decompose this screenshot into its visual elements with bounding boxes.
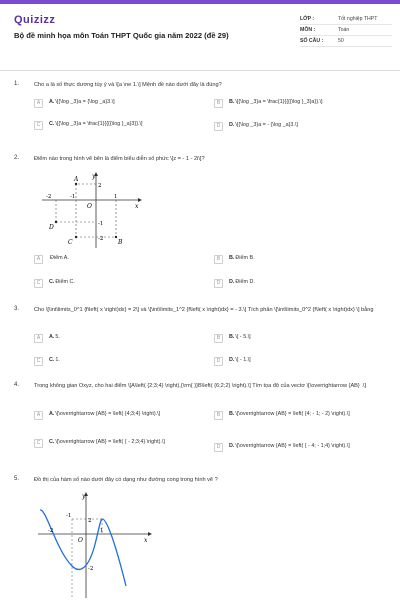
option-c[interactable] [34, 357, 214, 366]
meta-key: MÔN : [300, 27, 316, 33]
option-text: \[{\log _3}a = \frac{1}{{{{\log }_3}a}}.\] [235, 99, 323, 105]
option-letter-box: B [214, 411, 223, 420]
question-text: Điểm nào trong hình vẽ bên là điểm biểu diễn số phức \[z = - 1 - 2i\]? [34, 156, 205, 162]
option-b[interactable] [214, 334, 390, 343]
point-c [75, 236, 77, 238]
tick-x-1: 1 [114, 194, 118, 200]
option-letter-box: B [214, 99, 223, 108]
option-text: \[\overrightarrow {AB} = \left( { - 2;3;4} \right).\] [55, 439, 165, 445]
option-text: Điểm C. [55, 279, 75, 285]
x-label: x [135, 203, 139, 210]
top-accent-bar [0, 0, 400, 4]
tick-x-minus-1: -1 [70, 194, 76, 200]
label-b: B [118, 239, 123, 246]
option-a[interactable] [34, 411, 212, 420]
option-text: \[\overrightarrow {AB} = \left( {4;3;4} \right).\] [55, 411, 161, 417]
option-label: A. [49, 334, 55, 340]
option-letter-box: B [214, 334, 223, 343]
point-b [115, 236, 117, 238]
header-divider [0, 70, 400, 71]
question-number: 2. [14, 155, 20, 161]
question-2 [14, 155, 390, 290]
option-letter-box: C [34, 357, 43, 366]
option-a[interactable] [34, 334, 214, 343]
option-text: Điểm D. [235, 279, 255, 285]
tick-x-1: 1 [100, 528, 104, 534]
option-label: C. [49, 357, 55, 363]
option-d[interactable] [214, 357, 390, 366]
option-c[interactable] [34, 121, 214, 130]
question-text: Trong không gian Oxyz, cho hai điểm \[A\left( {2;3;4} \right),{\rm{ }}B\left( {6;2;2} \right).\] Tìm tọa độ của vectơ \[\overrightarrow {AB} .\] [34, 383, 367, 389]
option-text: \[{\log _3}a = - {\log _a}3.\] [235, 122, 298, 128]
meta-row-subject [300, 25, 392, 36]
tick-x-minus-2: -2 [46, 194, 52, 200]
tick-y-minus-1: -1 [98, 221, 104, 227]
option-text: 1. [55, 357, 60, 363]
option-text: \[\overrightarrow {AB} = \left( {4; - 1; - 2} \right).\] [235, 411, 350, 417]
option-d[interactable] [214, 443, 390, 452]
meta-row-class [300, 14, 392, 25]
tick-x-minus-2: -2 [48, 528, 54, 534]
cubic-graph-figure [34, 490, 154, 598]
option-letter-box: D [214, 279, 223, 288]
x-axis-arrow [148, 532, 152, 536]
option-label: B. [229, 411, 235, 417]
option-letter-box: A [34, 411, 43, 420]
meta-key: SỐ CÂU : [300, 38, 324, 44]
option-b[interactable] [214, 255, 390, 264]
question-number: 1. [14, 81, 20, 87]
option-letter-box: C [34, 121, 43, 130]
point-a [75, 183, 77, 185]
tick-y-2: 2 [88, 518, 92, 524]
document-title: Bộ đề minh họa môn Toán THPT Quốc gia năm 2022 (đề 29) [14, 31, 229, 40]
y-label: y [82, 493, 86, 500]
question-4 [14, 382, 390, 462]
option-letter-box: A [34, 255, 43, 264]
option-label: A. [49, 99, 55, 105]
option-label: D. [229, 122, 235, 128]
quizizz-logo: Quizizz [14, 14, 56, 26]
option-a[interactable] [34, 255, 214, 264]
meta-value: Tốt nghiệp THPT [338, 16, 378, 22]
option-letter-box: D [214, 122, 223, 131]
option-label: B. [229, 99, 235, 105]
option-d[interactable] [214, 122, 390, 131]
question-number: 3. [14, 306, 20, 312]
option-label: A. [49, 411, 55, 417]
question-number: 4. [14, 382, 20, 388]
meta-key: LỚP : [300, 16, 315, 22]
option-text: \[ - 5.\] [235, 334, 251, 340]
option-letter-box: A [34, 99, 43, 108]
meta-table [300, 14, 392, 47]
option-text: Điểm A. [50, 255, 69, 261]
option-letter-box: C [34, 439, 43, 448]
x-axis-arrow [138, 198, 142, 202]
question-text: Cho \[\int\limits_0^1 {f\left( x \right)dx} = 2\] và \[\int\limits_1^2 {f\left( x \right)dx} = - 3.\] Tích phân \[\int\limits_0^2 {f\left( x \right)dx} \] bằng [34, 307, 374, 313]
option-d[interactable] [214, 279, 390, 288]
option-label: C. [49, 439, 55, 445]
option-letter-box: D [214, 443, 223, 452]
label-d: D [49, 224, 54, 231]
point-d [55, 221, 57, 223]
option-letter-box: D [214, 357, 223, 366]
option-letter-box: B [214, 255, 223, 264]
option-label: C. [49, 279, 55, 285]
y-label: y [92, 173, 96, 180]
origin-label: O [87, 203, 92, 210]
option-label: C. [49, 121, 55, 127]
question-number: 5. [14, 476, 20, 482]
origin-label: O [78, 537, 83, 544]
tick-y-2: 2 [98, 183, 102, 189]
question-3 [14, 306, 390, 370]
meta-value: Toán [338, 27, 350, 33]
option-letter-box: A [34, 334, 43, 343]
option-label: B. [229, 334, 235, 340]
option-c[interactable] [34, 279, 214, 288]
option-c[interactable] [34, 439, 212, 448]
option-text: \[\overrightarrow {AB} = \left( { - 4; - 1;4} \right).\] [235, 443, 350, 449]
option-text: 5. [55, 334, 60, 340]
question-text: Đồ thị của hàm số nào dưới đây có dạng như đường cong trong hình vẽ ? [34, 477, 218, 483]
option-label: D. [229, 357, 235, 363]
label-c: C [68, 239, 73, 246]
option-text: \[{\log _3}a = {\log _a}3.\] [55, 99, 115, 105]
question-5 [14, 476, 390, 598]
option-text: Điểm B. [235, 255, 255, 261]
meta-value: 50 [338, 38, 344, 44]
option-text: \[ - 1.\] [235, 357, 251, 363]
option-b[interactable] [214, 99, 390, 108]
question-1 [14, 81, 390, 141]
question-text: Cho a là số thực dương tùy ý và \[a \ne 1.\] Mệnh đề nào dưới đây là đúng? [34, 82, 222, 88]
option-label: B. [229, 255, 235, 261]
cubic-curve [40, 510, 126, 586]
option-letter-box: C [34, 279, 43, 288]
tick-y-minus-2: -2 [88, 566, 94, 572]
option-label: D. [229, 279, 235, 285]
option-b[interactable] [214, 411, 390, 420]
complex-plane-figure [34, 170, 144, 250]
label-a: A [74, 176, 79, 183]
x-label: x [144, 537, 148, 544]
option-a[interactable] [34, 99, 214, 108]
option-text: \[{\log _3}a = \frac{1}{{{{\log }_a}3}}.\] [55, 121, 143, 127]
option-label: D. [229, 443, 235, 449]
meta-row-count [300, 36, 392, 47]
tick-x-minus-1: -1 [66, 513, 72, 519]
tick-y-minus-2: -2 [98, 236, 104, 242]
